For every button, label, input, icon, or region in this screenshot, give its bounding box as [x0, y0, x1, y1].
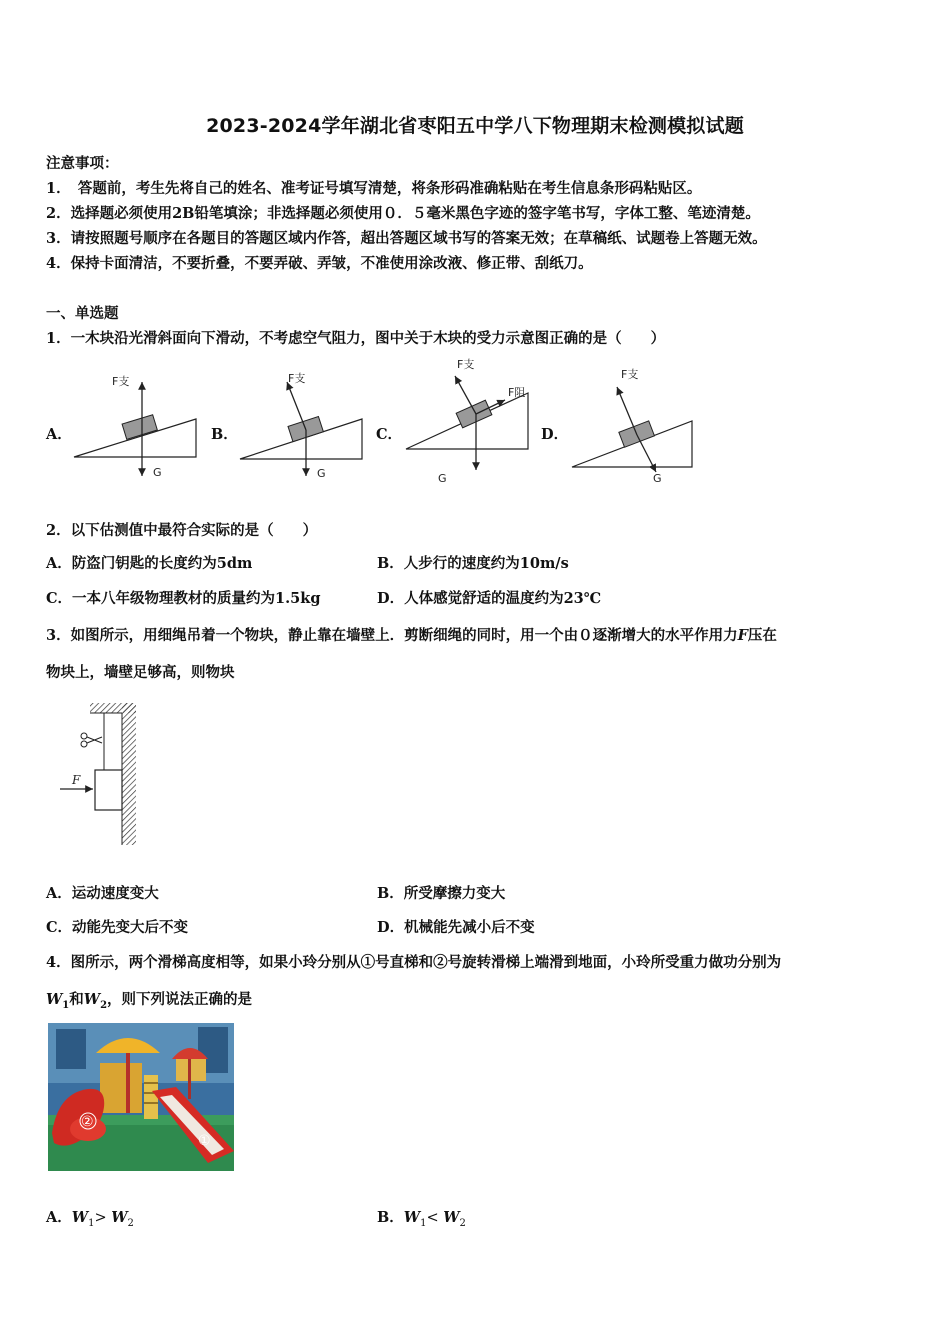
notice-item-2: 2．选择题必须使用2B铅笔填涂；非选择题必须使用０．５毫米黑色字迹的签字笔书写，字体工整、笔迹清楚。	[46, 205, 760, 222]
q1-option-d: D．	[541, 426, 569, 443]
notice-item-4: 4．保持卡面清洁，不要折叠，不要弄破、弄皱，不准使用涂改液、修正带、刮纸刀。	[46, 255, 593, 272]
q1-diagram-a	[70, 368, 210, 486]
q2-option-b: B．人步行的速度约为10m/s	[377, 555, 569, 572]
notice-item-3: 3．请按照题号顺序在各题目的答题区域内作答，超出答题区域书写的答案无效；在草稿纸、试题卷上答题无效。	[46, 230, 767, 247]
label-g: G	[653, 472, 662, 485]
q3-option-d: D．机械能先减小后不变	[377, 919, 535, 936]
q3-stem-line1: 3．如图所示，用细绳吊着一个物块，静止靠在墙壁上．剪断细绳的同时，用一个由０逐渐增大的水平作用力F压在	[46, 627, 777, 644]
label-f: F	[72, 773, 81, 787]
q1-diagram-c	[402, 356, 542, 486]
label-f-friction: F阻	[508, 386, 526, 399]
mark-slide-1: ①	[198, 1133, 211, 1149]
label-f-support: F支	[288, 372, 306, 385]
scissors-icon	[81, 733, 102, 747]
q2-option-d: D．人体感觉舒适的温度约为23℃	[377, 590, 602, 607]
q1-diagram-d	[568, 362, 708, 486]
label-g: G	[317, 467, 326, 480]
q4-stem-line1: 4．图所示，两个滑梯高度相等，如果小玲分别从①号直梯和②号旋转滑梯上端滑到地面，小玲所受重力做功分别为	[46, 954, 782, 971]
q1-stem: 1．一木块沿光滑斜面向下滑动，不考虑空气阻力，图中关于木块的受力示意图正确的是（ ）	[46, 330, 666, 347]
q2-stem: 2．以下估测值中最符合实际的是（ ）	[46, 522, 318, 539]
page-title: 2023-2024学年湖北省枣阳五中学八下物理期末检测模拟试题	[206, 115, 744, 137]
playground-photo	[48, 1023, 234, 1171]
label-g: G	[153, 466, 162, 479]
label-f-support: F支	[621, 368, 639, 381]
q3-stem-line2: 物块上，墙壁足够高，则物块	[46, 664, 235, 681]
q4-option-a: A．$W_1> W_2$	[46, 1209, 134, 1229]
q1-option-a: A．	[46, 426, 72, 443]
q2-option-a: A．防盗门钥匙的长度约为5dm	[46, 555, 253, 572]
q2-option-c: C．一本八年级物理教材的质量约为1.5kg	[46, 590, 321, 607]
label-f-support: F支	[112, 375, 130, 388]
section-heading: 一、单选题	[46, 305, 119, 322]
q3-option-b: B．所受摩擦力变大	[377, 885, 506, 902]
q4-stem-line2: $W_1$和$W_2$，则下列说法正确的是	[46, 991, 253, 1011]
block	[95, 770, 122, 810]
q1-option-b: B．	[211, 426, 238, 443]
label-g: G	[438, 472, 447, 485]
notice-heading: 注意事项：	[46, 155, 119, 172]
q3-option-a: A．运动速度变大	[46, 885, 159, 902]
block	[456, 400, 492, 428]
block	[122, 415, 157, 440]
q3-diagram	[56, 700, 146, 848]
q3-option-c: C．动能先变大后不变	[46, 919, 189, 936]
q1-option-c: C．	[376, 426, 403, 443]
label-f-support: F支	[457, 358, 475, 371]
wall	[122, 703, 136, 845]
q4-option-b: B．$W_1< W_2$	[377, 1209, 466, 1229]
notice-item-1: 1． 答题前，考生先将自己的姓名、准考证号填写清楚，将条形码准确粘贴在考生信息条形码粘贴区。	[46, 180, 702, 197]
mark-slide-2: ②	[81, 1114, 94, 1130]
q1-diagram-b	[236, 368, 376, 486]
